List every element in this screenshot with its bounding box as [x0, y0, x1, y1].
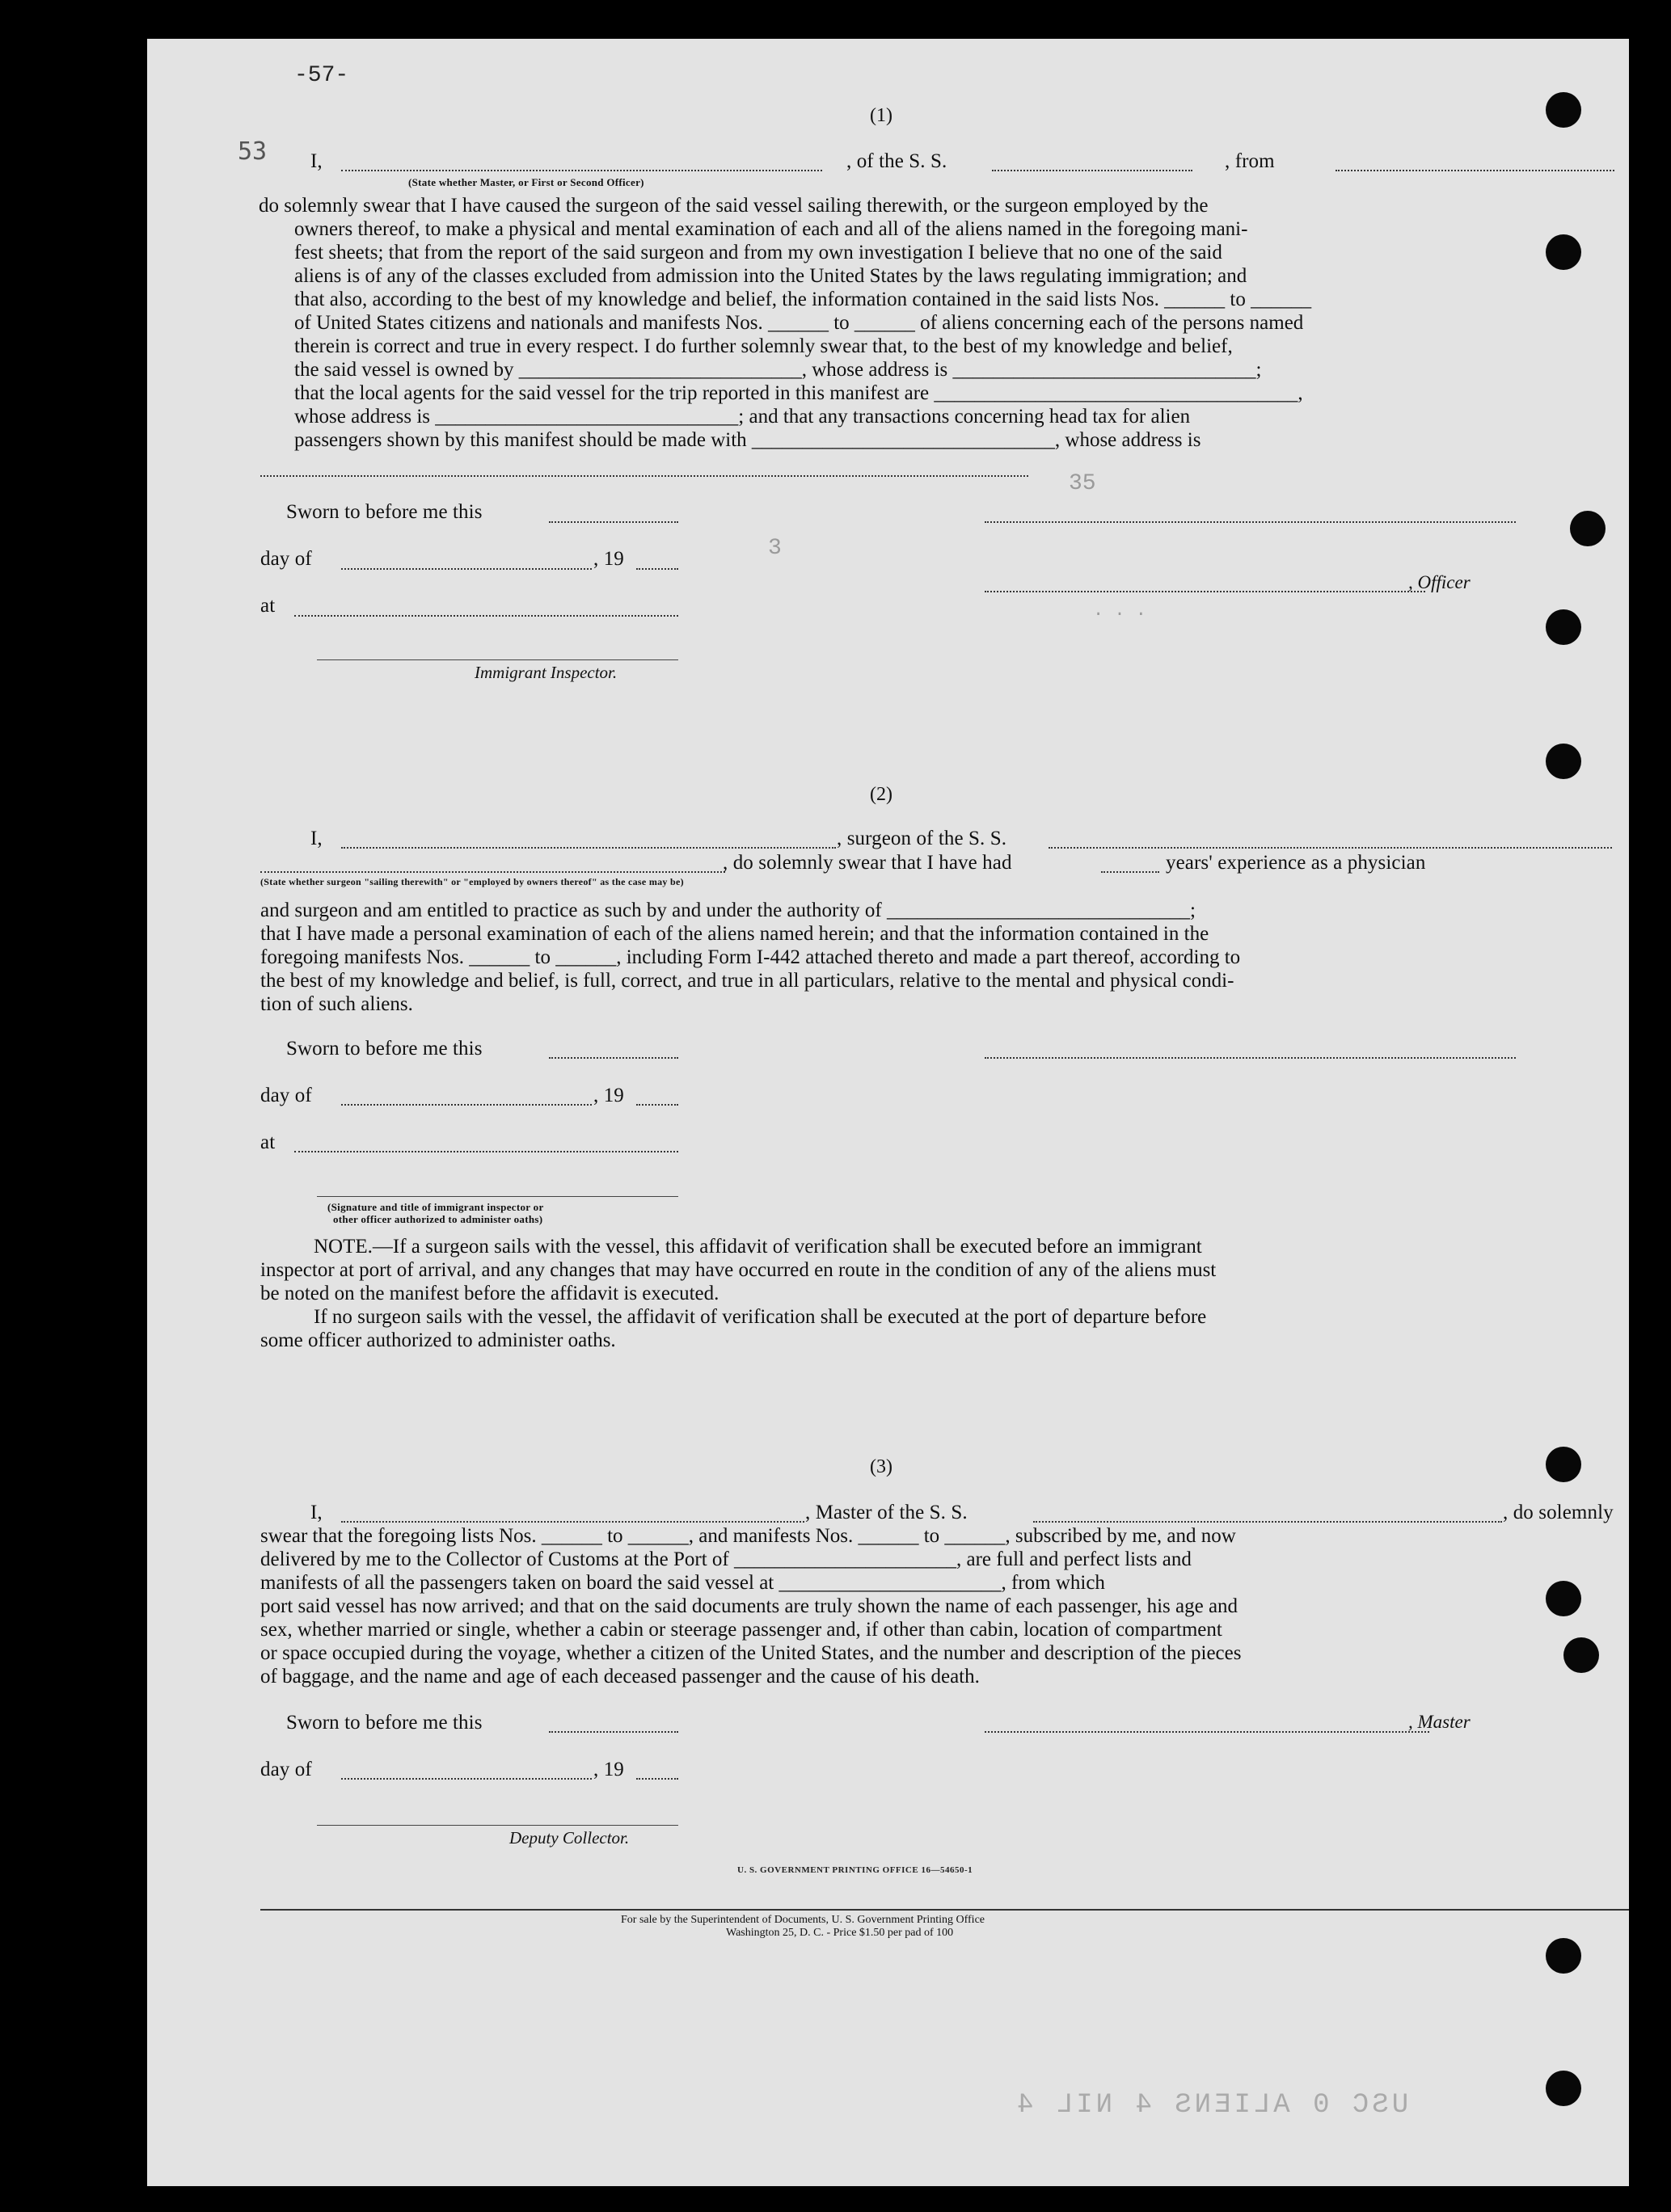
form-page [147, 39, 1629, 2186]
section-1-number: (1) [870, 105, 892, 126]
s1-address-field[interactable] [260, 475, 1028, 477]
s2-sig-caption-2: other officer authorized to administer oaths) [333, 1213, 543, 1225]
s1-officer-signature-top[interactable] [985, 521, 1516, 523]
s1-at-label: at [260, 595, 276, 617]
s1-inspector-signature[interactable] [317, 659, 678, 660]
s1-year-field[interactable] [636, 568, 678, 570]
s2-line: and surgeon and am entitled to practice as such by and under the authority of ______________________________; [260, 900, 1196, 921]
s1-line: owners thereof, to make a physical and mental examination of each and all of the aliens named in the foregoing mani- [294, 218, 1248, 240]
s1-of-ss: , of the S. S. [846, 150, 947, 172]
note-line: If no surgeon sails with the vessel, the affidavit of verification shall be executed at the port of departure before [314, 1306, 1207, 1328]
s1-line: that also, according to the best of my knowledge and belief, the information contained in the said lists Nos. ______ to ______ [294, 289, 1312, 310]
s1-day-of-label: day of [260, 548, 312, 570]
punch-hole [1546, 744, 1581, 779]
sale-notice-1: For sale by the Superintendent of Documents, U. S. Government Printing Office [621, 1914, 985, 1926]
s3-deputy-signature[interactable] [317, 1825, 678, 1826]
s2-at-label: at [260, 1131, 276, 1153]
s2-day-of-label: day of [260, 1085, 312, 1106]
ghost-mark: 35 [1069, 471, 1096, 496]
note-line: inspector at port of arrival, and any changes that may have occurred en route in the condition of any of the aliens must [260, 1259, 1217, 1281]
s1-sworn-label: Sworn to before me this [286, 501, 483, 523]
page-number: -57- [294, 63, 349, 88]
ghost-mark: 3 [768, 536, 782, 561]
s2-inspector-signature[interactable] [317, 1196, 678, 1197]
s3-master-of-ss: , Master of the S. S. [805, 1502, 968, 1523]
s2-note [260, 1235, 1629, 1352]
s2-years-text: years' experience as a physician [1166, 852, 1426, 874]
s1-line: the said vessel is owned by ____________________________, whose address is ______________________________; [294, 359, 1262, 381]
section-3-number: (3) [870, 1456, 892, 1477]
sale-notice-2: Washington 25, D. C. - Price $1.50 per pad of 100 [726, 1927, 954, 1939]
s1-vessel-field[interactable] [992, 170, 1192, 171]
s1-line: that the local agents for the said vessel for the trip reported in this manifest are ____________________________________, [294, 382, 1303, 404]
s1-from-field[interactable] [1336, 170, 1614, 171]
s3-line: delivered by me to the Collector of Customs at the Port of ______________________, are full and perfect lists and [260, 1548, 1192, 1570]
s3-master-name-field[interactable] [341, 1521, 804, 1523]
s1-at-field[interactable] [294, 615, 678, 617]
s1-from: , from [1225, 150, 1275, 172]
s2-sworn-label: Sworn to before me this [286, 1038, 483, 1060]
s2-sig-caption-1: (Signature and title of immigrant inspector or [327, 1201, 544, 1213]
s3-master-label: , Master [1408, 1712, 1471, 1732]
s3-vessel-field[interactable] [1033, 1521, 1502, 1523]
footer-rule [260, 1909, 1629, 1911]
s2-at-field[interactable] [294, 1151, 678, 1152]
s1-inspector-label: Immigrant Inspector. [475, 663, 618, 682]
s3-year-label: , 19 [593, 1759, 624, 1780]
s2-affidavit-body [260, 899, 1629, 1016]
s2-day-field[interactable] [341, 1104, 592, 1106]
s3-day-of-label: day of [260, 1759, 312, 1780]
s2-surgeon-signature[interactable] [985, 1057, 1516, 1059]
s3-year-field[interactable] [636, 1778, 678, 1780]
s3-line: port said vessel has now arrived; and that on the said documents are truly shown the name of each passenger, his age and [260, 1595, 1238, 1617]
gpo-imprint: U. S. GOVERNMENT PRINTING OFFICE 16—54650-1 [737, 1865, 973, 1875]
note-line: some officer authorized to administer oaths. [260, 1329, 616, 1351]
s2-surgeon-of-ss: , surgeon of the S. S. [837, 828, 1007, 849]
s2-status-field[interactable] [260, 871, 725, 873]
punch-hole [1546, 2071, 1581, 2106]
note-line: NOTE.—If a surgeon sails with the vessel, this affidavit of verification shall be executed before an immigrant [314, 1236, 1202, 1258]
s3-day-field[interactable] [341, 1778, 592, 1780]
s3-i-label: I, [310, 1502, 323, 1523]
s3-master-signature[interactable] [985, 1731, 1429, 1733]
s3-sworn-label: Sworn to before me this [286, 1712, 483, 1734]
s1-line: whose address is ______________________________; and that any transactions concerning head tax for alien [294, 406, 1191, 428]
s3-affidavit-body [260, 1524, 1629, 1688]
bleed-through-text: USC 0 ALIENS 4 NIL 4 [1014, 2090, 1409, 2121]
s1-day-field[interactable] [341, 568, 592, 570]
margin-note: 53 [238, 137, 268, 166]
s2-line: tion of such aliens. [260, 993, 413, 1015]
s1-officer-label: , Officer [1408, 572, 1471, 592]
s1-line: do solemnly swear that I have caused the surgeon of the said vessel sailing therewith, or the surgeon employed by the [259, 195, 1209, 217]
s1-line: fest sheets; that from the report of the said surgeon and from my own investigation I believe that no one of the said [294, 242, 1222, 263]
s1-line: of United States citizens and nationals and manifests Nos. ______ to ______ of aliens concerning each of the persons named [294, 312, 1304, 334]
s3-line: or space occupied during the voyage, whether a citizen of the United States, and the number and description of the pieces [260, 1642, 1242, 1664]
s1-i-label: I, [310, 150, 323, 172]
punch-hole [1546, 1938, 1581, 1974]
s2-year-field[interactable] [636, 1104, 678, 1106]
note-line: be noted on the manifest before the affidavit is executed. [260, 1283, 719, 1304]
s3-sworn-field[interactable] [549, 1731, 678, 1733]
s1-officer-signature[interactable] [985, 591, 1425, 592]
s3-deputy-label: Deputy Collector. [509, 1828, 630, 1848]
s2-i-label: I, [310, 828, 323, 849]
punch-hole [1546, 92, 1581, 128]
s3-line: manifests of all the passengers taken on board the said vessel at ______________________, from which [260, 1572, 1105, 1594]
s2-year-label: , 19 [593, 1085, 624, 1106]
ghost-mark: . . . [1093, 600, 1147, 621]
punch-hole [1570, 511, 1606, 546]
s2-vessel-field[interactable] [1049, 847, 1612, 849]
s1-officer-field[interactable] [341, 170, 822, 171]
s3-line: of baggage, and the name and age of each deceased passenger and the cause of his death. [260, 1666, 980, 1687]
s2-line: that I have made a personal examination of each of the aliens named herein; and that the information contained in the [260, 923, 1209, 945]
punch-hole [1546, 1581, 1581, 1616]
s2-surgeon-name-field[interactable] [341, 847, 836, 849]
s1-sworn-field[interactable] [549, 521, 678, 523]
punch-hole [1546, 1447, 1581, 1482]
s2-swear-text: , do solemnly swear that I have had [723, 852, 1012, 874]
s1-line: passengers shown by this manifest should be made with ______________________________, whose address is [294, 429, 1201, 451]
s3-line: sex, whether married or single, whether a cabin or steerage passenger and, if other than cabin, location of compartment [260, 1619, 1222, 1641]
s1-officer-caption: (State whether Master, or First or Second Officer) [408, 176, 644, 188]
s3-do-solemnly: , do solemnly [1503, 1502, 1614, 1523]
s2-line: foregoing manifests Nos. ______ to ______, including Form I-442 attached thereto and made a part thereof, according to [260, 946, 1241, 968]
s1-affidavit-body [259, 194, 1629, 452]
s1-line: therein is correct and true in every respect. I do further solemnly swear that, to the best of my knowledge and belief, [294, 335, 1233, 357]
s2-line: the best of my knowledge and belief, is full, correct, and true in all particulars, relative to the mental and physical condi- [260, 970, 1234, 992]
punch-hole [1546, 234, 1581, 270]
s3-line: swear that the foregoing lists Nos. ______ to ______, and manifests Nos. ______ to ______, subscribed by me, and now [260, 1525, 1236, 1547]
s2-sworn-field[interactable] [549, 1057, 678, 1059]
s1-year-label: , 19 [593, 548, 624, 570]
s1-line: aliens is of any of the classes excluded from admission into the United States by the laws regulating immigration; and [294, 265, 1247, 287]
s2-status-caption: (State whether surgeon "sailing therewith" or "employed by owners thereof" as the case may be) [260, 876, 684, 887]
punch-hole [1546, 609, 1581, 645]
section-2-number: (2) [870, 784, 892, 805]
punch-hole [1563, 1637, 1599, 1673]
s2-years-field[interactable] [1101, 871, 1159, 873]
